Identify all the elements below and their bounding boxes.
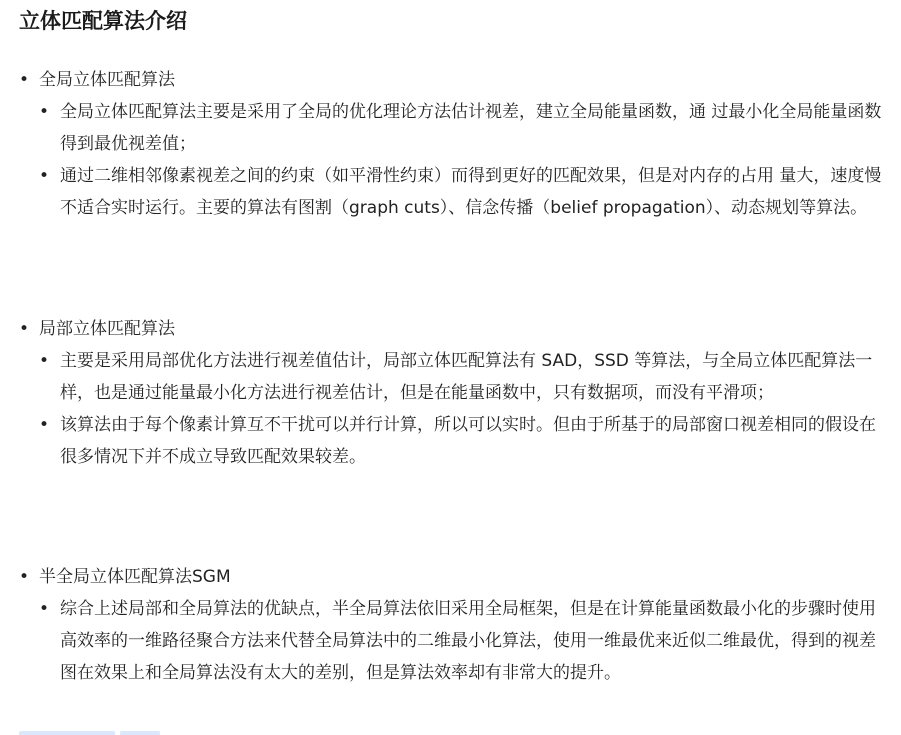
section-global xyxy=(0,64,901,224)
list-item xyxy=(0,96,901,160)
bullet-icon: • xyxy=(39,351,50,371)
list-item-text: 综合上述局部和全局算法的优缺点，半全局算法依旧采用全局框架，但是在计算能量函数最小化的步骤时使用高效率的一维路径聚合方法来代替全局算法中的二维最小化算法，使用一维最优来近似二维最优，得到的视差图在效果上和全局算法没有太大的差别，但是算法效率却有非常大的提升。 xyxy=(60,599,876,683)
bullet-icon: • xyxy=(19,567,30,587)
list-item xyxy=(0,345,901,409)
section-heading xyxy=(0,313,901,345)
bullet-icon: • xyxy=(39,166,50,186)
section-heading xyxy=(0,561,901,593)
section-heading-text: 局部立体匹配算法 xyxy=(39,319,175,339)
list-item-text: 全局立体匹配算法主要是采用了全局的优化理论方法估计视差，建立全局能量函数，通 过最小化全局能量函数得到最优视差值； xyxy=(60,102,882,154)
list-item xyxy=(0,409,901,473)
sub-list xyxy=(0,96,901,224)
tag-chip[interactable] xyxy=(120,731,160,735)
sub-list xyxy=(0,345,901,473)
section-local xyxy=(0,313,901,473)
sub-list xyxy=(0,593,901,689)
list-item xyxy=(0,160,901,224)
list-item xyxy=(0,593,901,689)
list-item-text: 主要是采用局部优化方法进行视差值估计，局部立体匹配算法有 SAD，SSD 等算法，与全局立体匹配算法一样，也是通过能量最小化方法进行视差估计，但是在能量函数中，只有数据项，而没有平滑项； xyxy=(60,351,873,403)
section-heading-text: 全局立体匹配算法 xyxy=(39,70,175,90)
list-item-text: 该算法由于每个像素计算互不干扰可以并行计算，所以可以实时。但由于所基于的局部窗口视差相同的假设在很多情况下并不成立导致匹配效果较差。 xyxy=(60,415,876,467)
list-item-text: 通过二维相邻像素视差之间的约束（如平滑性约束）而得到更好的匹配效果，但是对内存的占用 量大，速度慢不适合实时运行。主要的算法有图割（graph cuts）、信念传播（belief propagation）、动态规划等算法。 xyxy=(60,166,882,218)
section-heading-text: 半全局立体匹配算法SGM xyxy=(39,567,231,587)
bullet-icon: • xyxy=(39,102,50,122)
page-title: 立体匹配算法介绍 xyxy=(19,9,187,33)
tag-chip[interactable] xyxy=(19,731,115,735)
bullet-icon: • xyxy=(19,70,30,90)
section-sgm xyxy=(0,561,901,689)
section-heading xyxy=(0,64,901,96)
bullet-icon: • xyxy=(19,319,30,339)
bullet-icon: • xyxy=(39,599,50,619)
bullet-icon: • xyxy=(39,415,50,435)
